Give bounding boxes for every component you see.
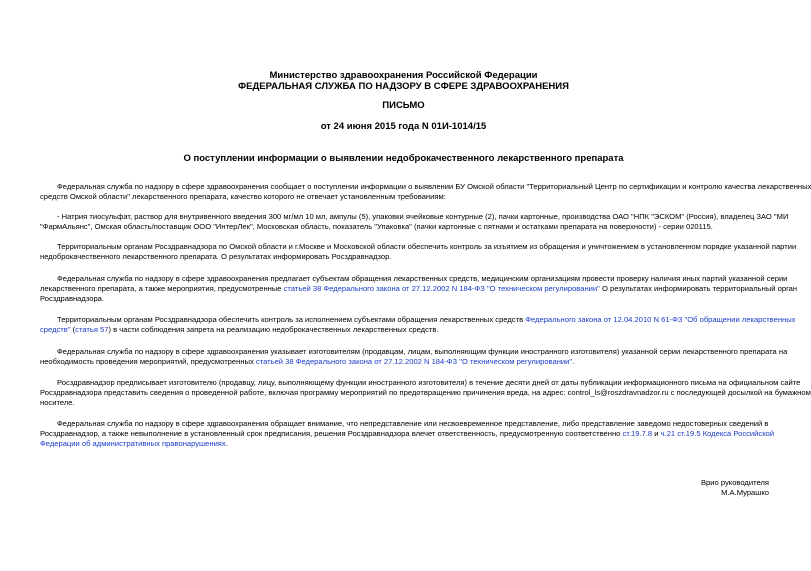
paragraph-1-line-2: средств Омской области" лекарственного препарата, качество которого не отвечает установленным требованиям: [40,192,446,201]
service-name: ФЕДЕРАЛЬНАЯ СЛУЖБА ПО НАДЗОРУ В СФЕРЕ ЗДРАВООХРАНЕНИЯ [238,81,569,92]
paragraph-6-text-a: необходимость проведения мероприятий, предусмотренных [40,357,256,366]
paragraph-7-line-3: носителе. [40,398,75,407]
paragraph-2-line-2: "ФармАльянс", Омская область/поставщик ООО "ИнтерЛек", Московская область, показатель "Упаковка" (пачки картонные с пятнами и остатками препарата на поверхности) - серии 020115. [40,222,713,231]
paragraph-6-text-b: . [572,357,575,366]
law-61-fz-link[interactable]: Федерального закона от 12.04.2010 N 61-ФЗ "Об обращении лекарственных [525,315,796,324]
document-date-number: от 24 июня 2015 года N 01И-1014/15 [320,121,487,132]
paragraph-6-line-1: Федеральная служба по надзору в сфере здравоохранения указывает изготовителям (продавцам, лицам, выполняющим функции иностранного изготовителя) указанной серии лекарственного препарата на [57,347,788,356]
signature-name: М.А.Мурашко [721,488,769,497]
paragraph-7-line-1: Росздравнадзор предписывает изготовителю (продавцу, лицу, выполняющему функции иностранного изготовителя) в течение десяти дней от даты публикации информационного письма на официальном сайте [57,378,801,387]
paragraph-2-line-1: - Натрия тиосульфат, раствор для внутривенного введения 300 мг/мл 10 мл, ампулы (5), упаковки ячейковые контурные (2), пачки картонные, производства ОАО "НПК "ЭСКОМ" (Россия), владелец ЗАО "МИ [57,212,789,221]
paragraph-8-line-2 [40,429,775,439]
paragraph-1-line-1: Федеральная служба по надзору в сфере здравоохранения сообщает о поступлении информации о выявлении БУ Омской области "Территориальный Центр по сертификации и контролю качества лекарственных [57,182,811,191]
law-184-fz-article-38-link[interactable]: статьей 38 Федерального закона от 27.12.2002 N 184-ФЗ "О техническом регулировании" [283,284,600,293]
paragraph-6-line-2 [40,357,770,367]
paragraph-4-text-b: О результатах информировать территориальный орган [599,284,798,293]
paragraph-5-text-b: ) в части соблюдения запрета на реализацию недоброкачественных лекарственных средств. [108,325,439,334]
koap-code-link-continued[interactable]: Федерации об административных правонарушениях [40,439,226,448]
paragraph-8-text-a: Росздравнадзор, а также невыполнение в установленный срок предписания, решения Росздравнадзора влечет ответственность, предусмотренную соответственно [40,429,623,438]
paragraph-5-paren: ( [70,325,76,334]
paragraph-5-line-2 [40,325,770,335]
signature-position: Врио руководителя [700,478,769,487]
paragraph-4-line-3: Росздравнадзора. [40,294,105,303]
paragraph-8-text-b: . [225,439,228,448]
koap-article-19-7-8-link[interactable]: ст.19.7.8 [622,429,653,438]
document-subject: О поступлении информации о выявлении недоброкачественного лекарственного препарата [183,153,624,164]
paragraph-8-and: и [652,429,661,438]
article-57-link[interactable]: статья 57 [75,325,109,334]
koap-article-19-5-part-21-link[interactable]: ч.21 ст.19.5 [660,429,701,438]
ministry-name: Министерство здравоохранения Российской Федерации [269,70,538,81]
law-61-fz-link-continued[interactable]: средств" [40,325,71,334]
law-184-fz-article-38-link-2[interactable]: статьей 38 Федерального закона от 27.12.2002 N 184-ФЗ "О техническом регулировании" [255,357,573,366]
paragraph-7-line-2: Росздравнадзора представить сведения о проведенной работе, включая программу мероприятий по предотвращению причинения вреда, на адрес: control_ls@roszdravnadzor.ru с последующей досылкой на бумажном [40,388,811,397]
paragraph-8-line-1: Федеральная служба по надзору в сфере здравоохранения обращает внимание, что непредставление или несвоевременное представление, либо представление заведомо недостоверных сведений в [57,419,769,428]
document-type: ПИСЬМО [382,100,425,111]
paragraph-3-line-2: недоброкачественного лекарственного препарата. О результатах информировать Росздравнадзор. [40,252,392,261]
koap-code-link[interactable]: Кодекса Российской [702,429,775,438]
paragraph-3-line-1: Территориальным органам Росздравнадзора по Омской области и г.Москве и Московской области обеспечить контроль за изъятием из обращения и уничтожением в установленном порядке указанной партии [57,242,797,251]
paragraph-4-text-a: лекарственного препарата, а также мероприятия, предусмотренные [40,284,284,293]
paragraph-8-line-3 [40,439,770,449]
paragraph-5-text-a: Территориальным органам Росздравнадзора обеспечить контроль за исполнением субъектами обращения лекарственных средств [57,315,526,324]
paragraph-4-line-1: Федеральная служба по надзору в сфере здравоохранения предлагает субъектам обращения лекарственных средств, медицинским организациям провести проверку наличия иных партий указанной серии [57,274,788,283]
paragraph-4-line-2 [40,284,798,294]
paragraph-5-line-1 [40,315,796,325]
